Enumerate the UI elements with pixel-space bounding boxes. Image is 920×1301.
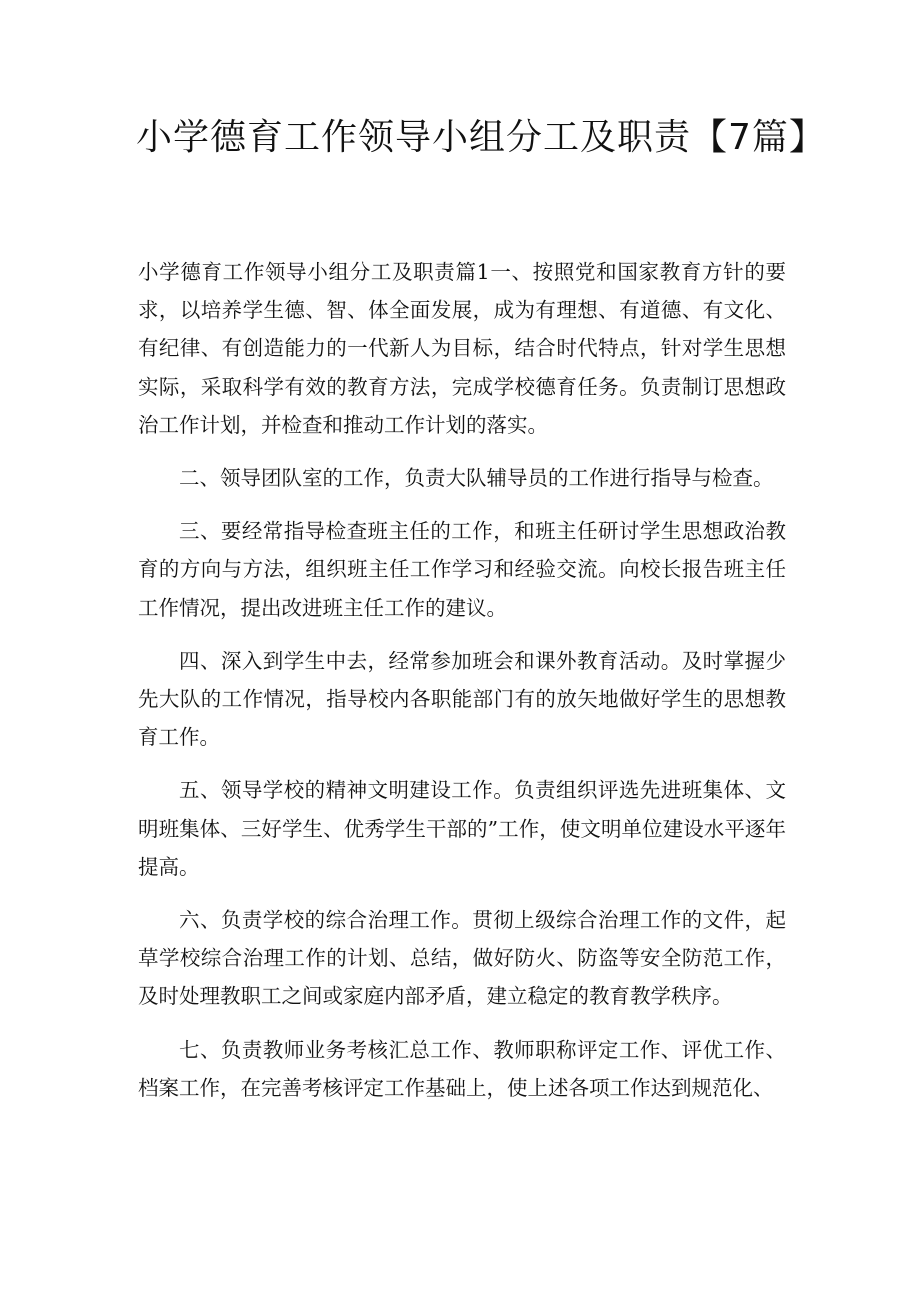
- paragraph-2: 二、领导团队室的工作，负责大队辅导员的工作进行指导与检查。: [179, 466, 774, 491]
- document-body: [138, 253, 786, 1122]
- paragraph-4: 四、深入到学生中去，经常参加班会和课外教育活动。及时掌握少先大队的工作情况，指导校内各职能部门有的放矢地做好学生的思想教育工作。: [138, 648, 786, 750]
- document-title: 小学德育工作领导小组分工及职责【7篇】: [136, 117, 826, 158]
- paragraph-3: 三、要经常指导检查班主任的工作，和班主任研讨学生思想政治教育的方向与方法，组织班主任工作学习和经验交流。向校长报告班主任工作情况，提出改进班主任工作的建议。: [138, 519, 786, 620]
- paragraph-1: 小学德育工作领导小组分工及职责篇1一、按照党和国家教育方针的要求，以培养学生德、智、体全面发展，成为有理想、有道德、有文化、有纪律、有创造能力的一代新人为目标，结合时代特点，针对学生思想实际，采取科学有效的教育方法，完成学校德育任务。负责制订思想政治工作计划，并检查和推动工作计划的落实。: [138, 260, 786, 437]
- paragraph-7: 七、负责教师业务考核汇总工作、教师职称评定工作、评优工作、档案工作，在完善考核评定工作基础上，使上述各项工作达到规范化、: [138, 1037, 786, 1100]
- paragraph-5: 五、领导学校的精神文明建设工作。负责组织评选先进班集体、文明班集体、三好学生、优秀学生干部的”工作，使文明单位建设水平逐年提高。: [138, 778, 786, 879]
- paragraph-6: 六、负责学校的综合治理工作。贯彻上级综合治理工作的文件，起草学校综合治理工作的计划、总结，做好防火、防盗等安全防范工作，及时处理教职工之间或家庭内部矛盾，建立稳定的教育教学秩序。: [138, 908, 786, 1009]
